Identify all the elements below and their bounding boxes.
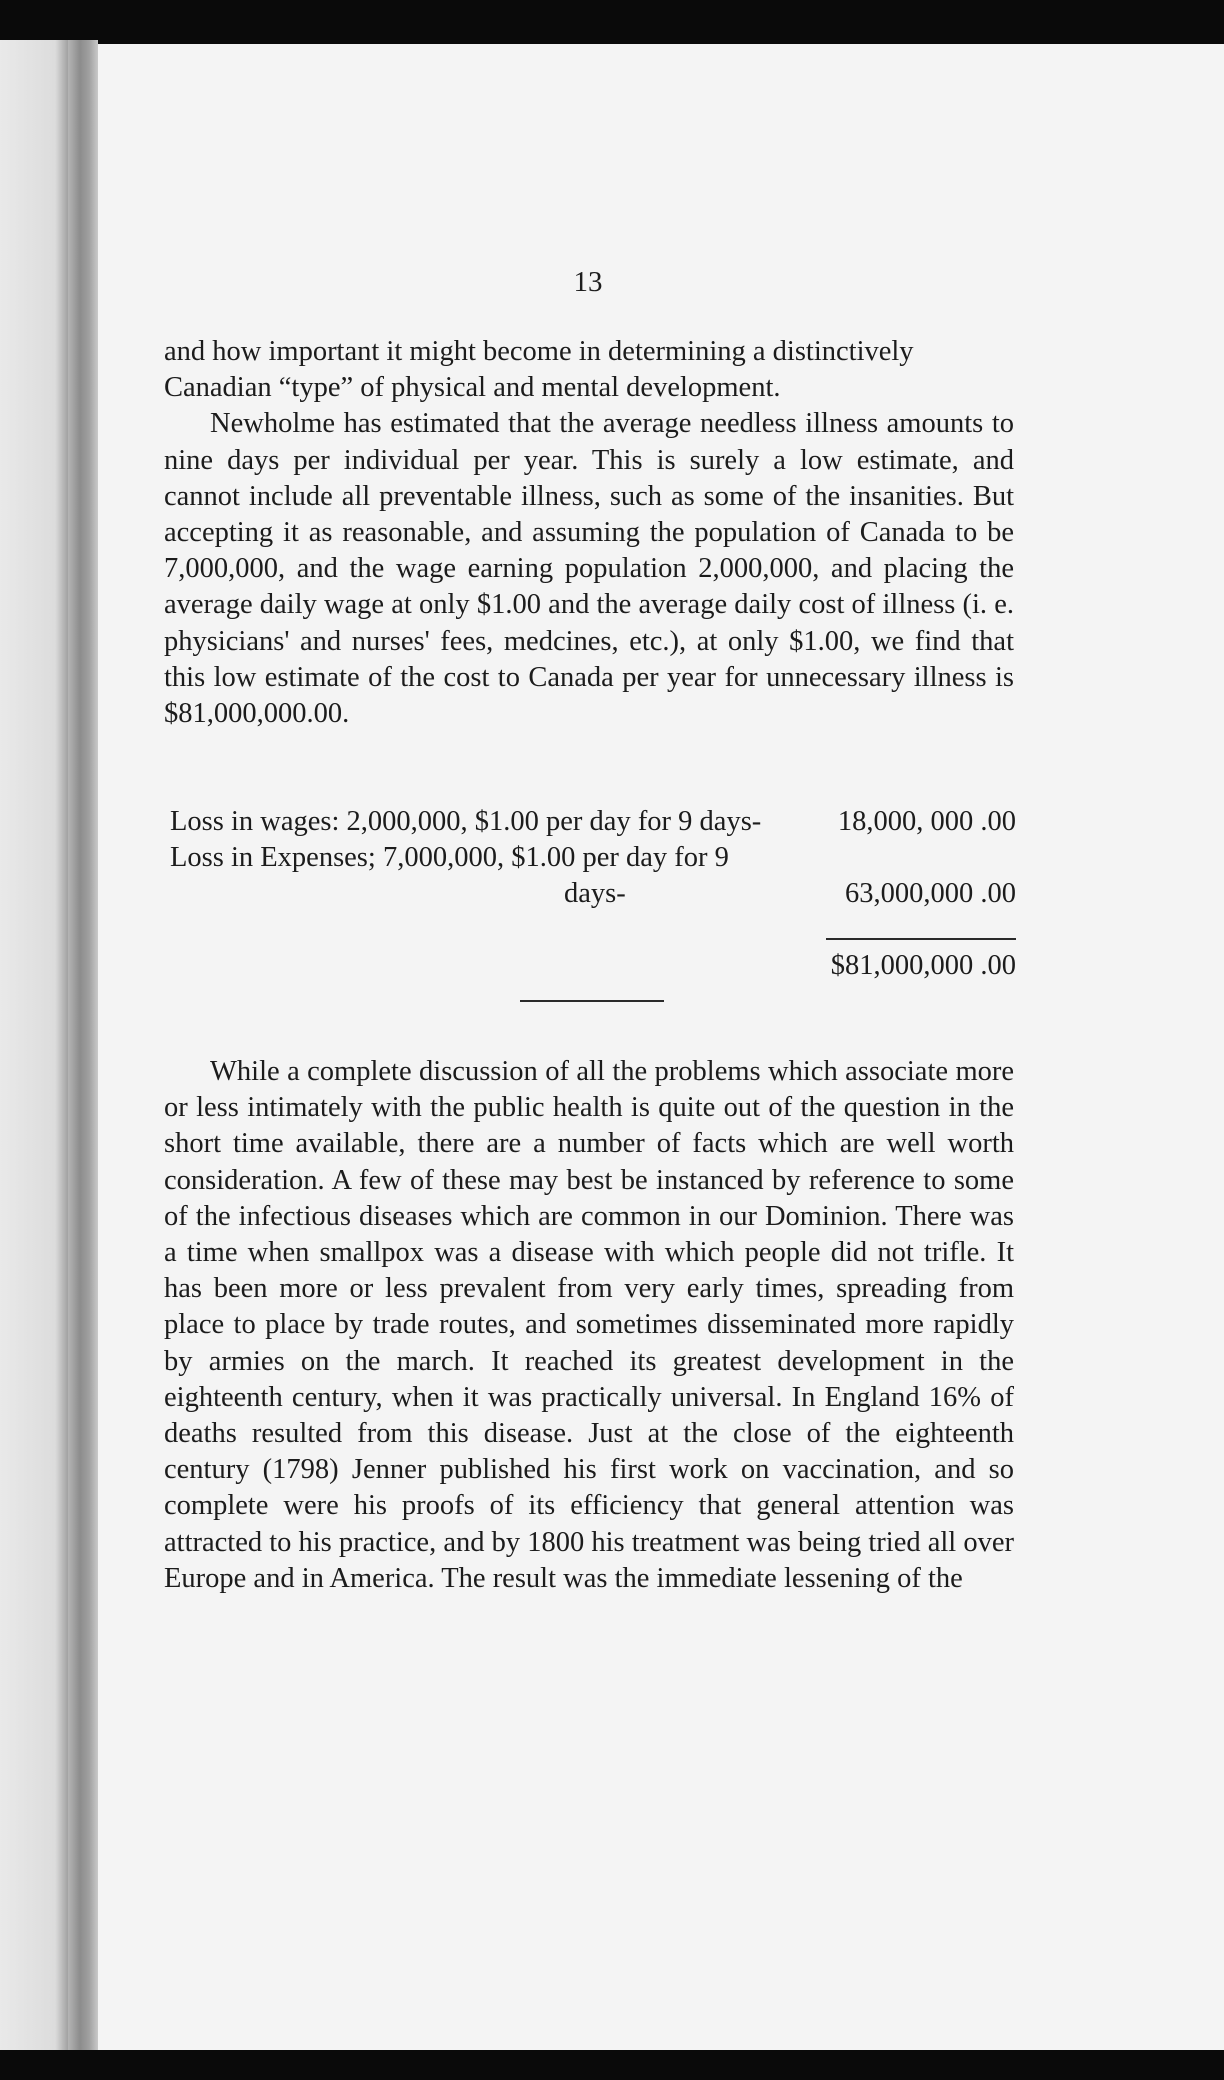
cost-ledger xyxy=(170,804,1016,912)
ledger-total: $81,000,000 .00 xyxy=(830,950,1016,981)
scan-border-top xyxy=(0,0,1224,50)
section-divider xyxy=(520,1000,664,1002)
page-number: 13 xyxy=(573,266,603,298)
scan-border-bottom xyxy=(0,2050,1224,2080)
paragraph-smallpox-history: While a complete discussion of all the problems which associate more or less intimately with the public health is quite out of the question in the short time available, there are a number of facts which are well worth consideration. A few of these may best be instanced by reference to some of the infectious diseases which are common in our Dominion. There was a time when smallpox was a disease with which people did not trifle. It has been more or less prevalent from very early times, spreading from place to place by trade routes, and sometimes disseminated more rapidly by armies on the march. It reached its greatest development in the eighteenth century, when it was practically universal. In England 16% of deaths resulted from this disease. Just at the close of the eighteenth century (1798) Jenner published his first work on vaccination, and so complete were his proofs of its efficiency that general attention was attracted to his practice, and by 1800 his treatment was being tried all over Europe and in America. The result was the immediate lessening of the xyxy=(164,1056,1014,1594)
ledger-label-continuation: days- xyxy=(564,878,626,909)
body-text-bottom xyxy=(164,1054,1014,1597)
book-spine xyxy=(68,40,98,2050)
sum-rule xyxy=(826,938,1016,940)
text-line: Canadian “type” of physical and mental development. xyxy=(164,372,781,404)
ledger-row-expenses xyxy=(170,840,1016,876)
paragraph-newholme-estimate: Newholme has estimated that the average needless illness amounts to nine days per individual per year. This is surely a low estimate, and cannot include all preventable illness, such as some of the insanities. But accepting it as reasonable, and assuming the population of Canada to be 7,000,000, and the wage earning population 2,000,000, and placing the average daily wage at only $1.00 and the average daily cost of illness (i. e. physicians' and nurses' fees, medcines, etc.), at only $1.00, we find that this low estimate of the cost to Canada per year for unnecessary illness is $81,000,000.00. xyxy=(164,408,1014,730)
body-text-top xyxy=(164,334,1014,732)
ledger-row-expenses-cont xyxy=(170,876,1016,912)
ledger-label: Loss in Expenses; 7,000,000, $1.00 per day for 9 xyxy=(170,842,729,873)
ledger-amount: 63,000,000 .00 xyxy=(845,878,1016,909)
ledger-label: Loss in wages: 2,000,000, $1.00 per day for 9 days- xyxy=(170,806,762,837)
ledger-amount: 18,000, 000 .00 xyxy=(837,806,1016,837)
text-line: and how important it might become in determining a distinctively xyxy=(164,336,914,367)
ledger-row-wages xyxy=(170,804,1016,840)
